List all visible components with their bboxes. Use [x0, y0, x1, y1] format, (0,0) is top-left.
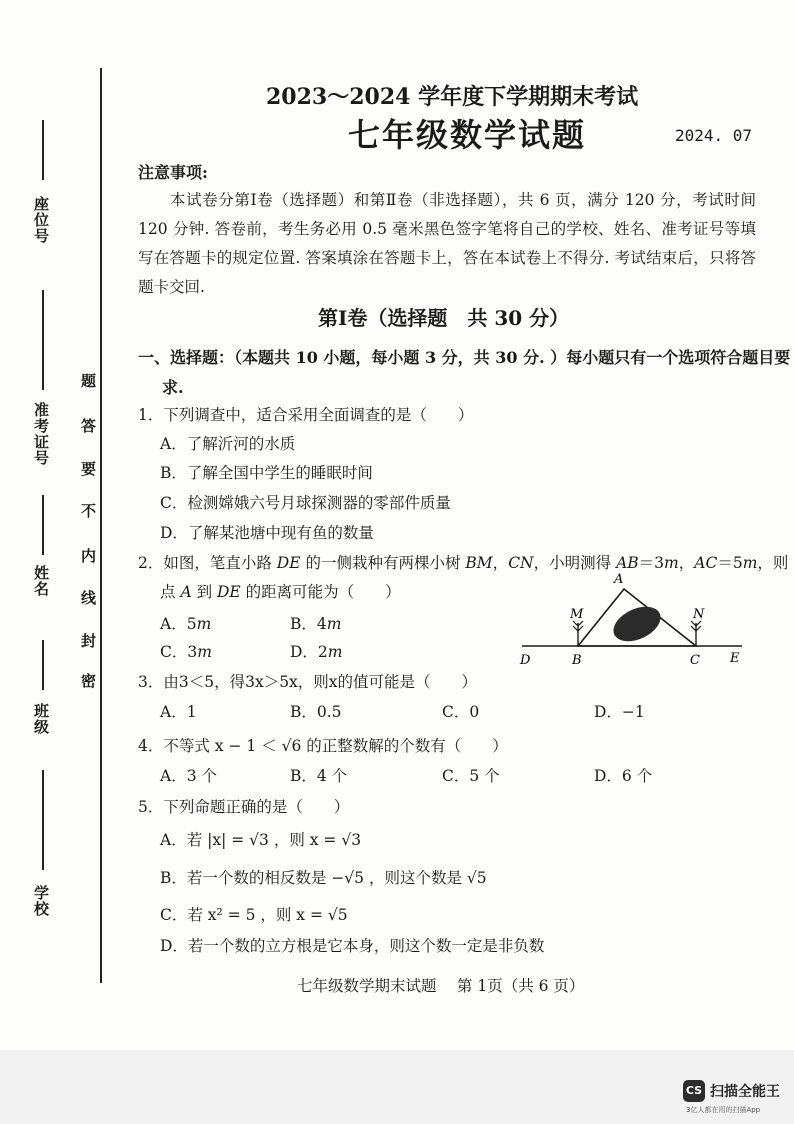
q2-option-b: B．4m [290, 615, 342, 633]
q2-option-a: A．5m [160, 615, 212, 633]
school-label: 学校 [32, 885, 50, 917]
scanner-bar [0, 1050, 794, 1124]
q1-option-c: C．检测嫦娥六号月球探测器的零部件质量 [160, 494, 451, 512]
q4-option-d: D．6 个 [594, 767, 653, 785]
q1-option-d: D．了解某池塘中现有鱼的数量 [160, 524, 374, 542]
q3-option-a: A．1 [160, 703, 197, 721]
label-a: A [614, 572, 624, 587]
scanner-logo-icon: CS [683, 1080, 705, 1102]
school-line [42, 770, 44, 870]
q2-option-c: C．3m [160, 643, 212, 661]
seal-char: 不 [79, 503, 97, 518]
q4-option-c: C．5 个 [442, 767, 500, 785]
class-line [42, 640, 44, 690]
name-line [42, 495, 44, 555]
exam-title-line1: 2023～2024 学年度下学期期末考试 [266, 84, 639, 110]
label-b: B [572, 653, 582, 668]
exam-title-line2: 七年级数学试题 [348, 116, 587, 154]
seal-char: 答 [79, 418, 97, 433]
label-n: N [693, 607, 705, 622]
q2-figure [510, 565, 750, 670]
exam-date: 2024. 07 [675, 126, 753, 145]
seat-label: 座位号 [32, 196, 50, 244]
q2-stem-line2: 点 A 到 DE 的距离可能为（ ） [160, 583, 401, 601]
q3-option-c: C．0 [442, 703, 480, 721]
label-m: M [570, 607, 584, 622]
label-d: D [520, 653, 531, 668]
pond [608, 600, 666, 648]
q5-option-d: D．若一个数的立方根是它本身，则这个数一定是非负数 [160, 937, 545, 955]
notice-text: 本试卷分第Ⅰ卷（选择题）和第Ⅱ卷（非选择题），共 6 页，满分 120 分，考试时间 120 分钟. 答卷前，考生务必用 0.5 毫米黑色签字笔将自己的学校、姓名、准考证号等填写在答题卡的规定位置. 答案填涂在答题卡上，答在本试卷上不得分. 考试结束后，只将答题卡交回. [138, 191, 756, 296]
q4-option-a: A．3 个 [160, 767, 217, 785]
q1-stem: 1．下列调查中，适合采用全面调查的是（ ） [138, 406, 474, 424]
seal-char: 线 [79, 590, 97, 605]
q1-option-a: A．了解沂河的水质 [160, 435, 296, 453]
seal-char: 密 [79, 673, 97, 688]
binding-rule [100, 68, 102, 983]
seal-char: 题 [79, 373, 97, 388]
q1-option-b: B．了解全国中学生的睡眠时间 [160, 464, 373, 482]
q2-option-d: D．2m [290, 643, 343, 661]
q5-stem: 5．下列命题正确的是（ ） [138, 798, 350, 816]
q3-stem: 3．由3＜5，得3x＞5x，则x的值可能是（ ） [138, 673, 478, 691]
q2-stem: 2．如图，笔直小路 DE 的一侧栽种有两棵小树 BM，CN，小明测得 AB＝3m，AC＝5m，则 [138, 554, 789, 572]
seat-line [42, 120, 44, 180]
q3-option-b: B．0.5 [290, 703, 342, 721]
section-title: 第Ⅰ卷（选择题 共 30 分） [318, 306, 570, 330]
q5-option-c: C．若 x² = 5 ，则 x = √5 [160, 906, 348, 924]
part-heading: 一、选择题：（本题共 10 小题，每小题 3 分，共 30 分. ）每小题只有一个选项符合题目要 [138, 348, 791, 367]
name-label: 姓名 [32, 565, 50, 597]
seal-char: 要 [79, 461, 97, 476]
class-label: 班级 [32, 703, 50, 735]
exam-no-label: 准考证号 [32, 402, 50, 466]
q5-option-b: B．若一个数的相反数是 −√5 ，则这个数是 √5 [160, 869, 487, 887]
part-heading-cont: 求. [162, 378, 184, 397]
scanner-name: 扫描全能王 [710, 1084, 780, 1100]
scanner-tagline: 3亿人都在用的扫描App [686, 1106, 761, 1114]
notice-heading: 注意事项: [138, 163, 208, 182]
q5-option-a: A．若 |x| = √3 ，则 x = √3 [160, 831, 362, 849]
q3-option-d: D．−1 [594, 703, 645, 721]
seal-char: 内 [79, 548, 97, 563]
seal-char: 封 [79, 633, 97, 648]
q4-option-b: B．4 个 [290, 767, 348, 785]
q4-stem: 4．不等式 x − 1 ＜ √6 的正整数解的个数有（ ） [138, 737, 508, 755]
exam-no-line [42, 290, 44, 390]
label-c: C [690, 653, 700, 668]
page-footer: 七年级数学期末试题 第 1页（共 6 页） [297, 977, 585, 995]
label-e: E [730, 651, 740, 666]
